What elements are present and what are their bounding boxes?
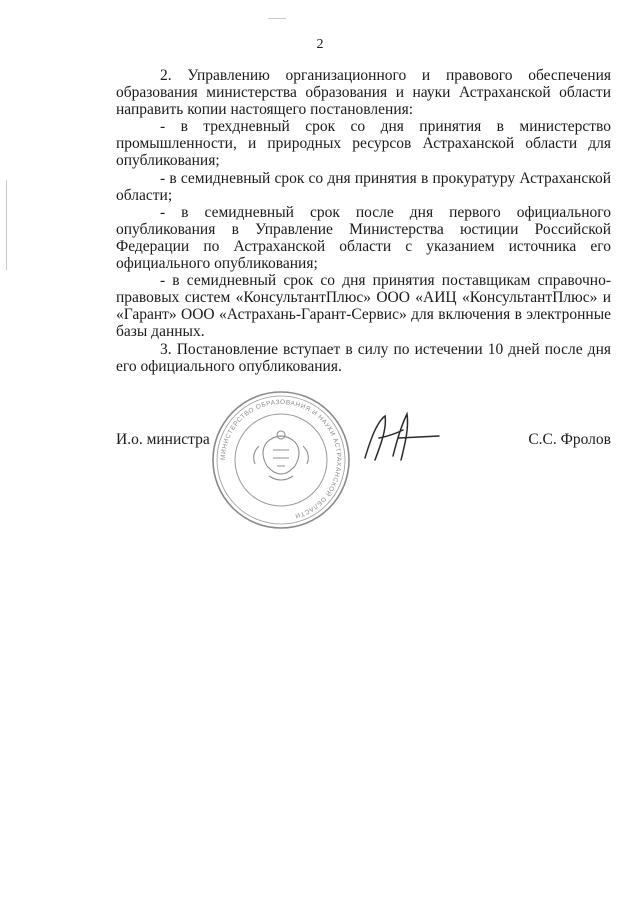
document-body — [116, 67, 611, 375]
paragraph-bullet-1: - в трехдневный срок со дня принятия в министерство промышленности, и природных ресурсов Астраханской области для опубликования; — [116, 118, 611, 170]
signature-row — [116, 431, 611, 451]
scan-artifact — [6, 180, 7, 270]
stamp-ring-text: МИНИСТЕРСТВО ОБРАЗОВАНИЯ И НАУКИ АСТРАХАНСКОЙ ОБЛАСТИ — [219, 398, 343, 520]
paragraph-bullet-3: - в семидневный срок после дня первого официального опубликования в Управление Министерства юстиции Российской Федерации по Астраханской области с указанием источника его официального опубликования; — [116, 203, 611, 273]
paragraph-2: 2. Управлению организационного и правового обеспечения образования министерства образования и науки Астраханской области направить копии настоящего постановления: — [116, 67, 611, 119]
signatory-name: С.С. Фролов — [528, 431, 611, 448]
paragraph-bullet-2: - в семидневный срок со дня принятия в прокуратуру Астраханской области; — [116, 169, 611, 204]
scan-artifact — [268, 18, 286, 19]
page-number: 2 — [316, 37, 324, 52]
paragraph-3: 3. Постановление вступает в силу по истечении 10 дней после дня его официального опубликования. — [116, 340, 611, 375]
signatory-title: И.о. министра — [116, 431, 210, 448]
svg-text:МИНИСТЕРСТВО ОБРАЗОВАНИЯ И НАУ — [220, 399, 342, 519]
official-stamp — [207, 390, 355, 530]
paragraph-bullet-4: - в семидневный срок со дня принятия поставщикам справочно-правовых систем «КонсультантПлюс» ООО «АИЦ «КонсультантПлюс» и «Гарант» ООО «Астрахань-Гарант-Сервис» для включения в электронные базы данных. — [116, 272, 611, 341]
